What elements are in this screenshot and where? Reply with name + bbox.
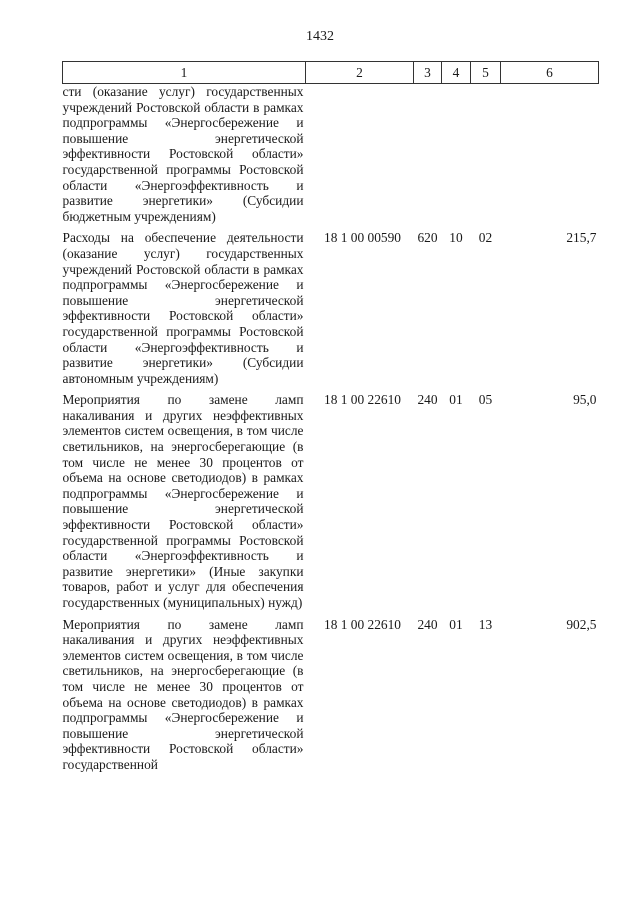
table-row bbox=[63, 611, 599, 773]
budget-table bbox=[62, 61, 599, 773]
row-code: 18 1 00 22610 bbox=[324, 392, 401, 408]
row-vr bbox=[414, 84, 442, 225]
row-code bbox=[306, 84, 414, 225]
column-header-1: 1 bbox=[63, 62, 306, 84]
row-code: 18 1 00 22610 bbox=[324, 616, 401, 632]
row-pr bbox=[471, 84, 501, 225]
row-amount: 95,0 bbox=[573, 392, 597, 408]
row-amount: 215,7 bbox=[566, 230, 597, 246]
page-number: 1432 bbox=[306, 29, 334, 44]
column-header-6: 6 bbox=[501, 62, 599, 84]
row-rz bbox=[442, 84, 471, 225]
row-pr: 13 bbox=[478, 616, 493, 632]
row-pr: 02 bbox=[478, 230, 493, 246]
row-description: Мероприятия по замене ламп накаливания и других неэффективных элементов систем освещения, в том числе светильников, на энергосберегающие (в том числе не менее 30 процентов от объема на основе светодиодов) в рамках подпрограммы «Энергосбережение и повышение энергетической эффективности Ростовской области» государственной программы Ростовской области «Энергоэффективность и развитие энергетики» (Иные закупки товаров, работ и услуг для обеспечения государственных (муниципальных) нужд) bbox=[62, 392, 304, 610]
row-description: Мероприятия по замене ламп накаливания и других неэффективных элементов систем освещения, в том числе светильников, на энергосберегающие (в том числе не менее 30 процентов от объема на основе светодиодов) в рамках подпрограммы «Энергосбережение и повышение энергетической эффективности Ростовской области» государственной bbox=[62, 616, 304, 772]
column-header-5: 5 bbox=[471, 62, 501, 84]
column-header-3: 3 bbox=[414, 62, 442, 84]
row-amount: 902,5 bbox=[566, 616, 597, 632]
row-pr: 05 bbox=[478, 392, 493, 408]
row-description: Расходы на обеспечение деятельности (оказание услуг) государственных учреждений Ростовской области в рамках подпрограммы «Энергосбережение и повышение энергетической эффективности Ростовской области» государственной программы Ростовской области «Энергоэффективность и развитие энергетики» (Субсидии автономным учреждениям) bbox=[62, 230, 304, 386]
table-row bbox=[63, 224, 599, 386]
row-rz: 01 bbox=[449, 616, 463, 632]
row-description: сти (оказание услуг) государственных учреждений Ростовской области в рамках подпрограммы «Энергосбережение и повышение энергетической эффективности Ростовской области» государственной программы Ростовской области «Энергоэффективность и развитие энергетики» (Субсидии бюджетным учреждениям) bbox=[62, 84, 304, 224]
row-rz: 01 bbox=[449, 392, 463, 408]
table-row bbox=[63, 84, 599, 225]
row-rz: 10 bbox=[449, 230, 463, 246]
column-header-4: 4 bbox=[442, 62, 471, 84]
table-row bbox=[63, 386, 599, 610]
row-vr: 240 bbox=[417, 616, 438, 632]
column-header-2: 2 bbox=[306, 62, 414, 84]
row-vr: 240 bbox=[417, 392, 438, 408]
row-vr: 620 bbox=[417, 230, 438, 246]
table-header-row bbox=[63, 62, 599, 84]
row-code: 18 1 00 00590 bbox=[324, 230, 401, 246]
row-amount bbox=[501, 84, 599, 225]
